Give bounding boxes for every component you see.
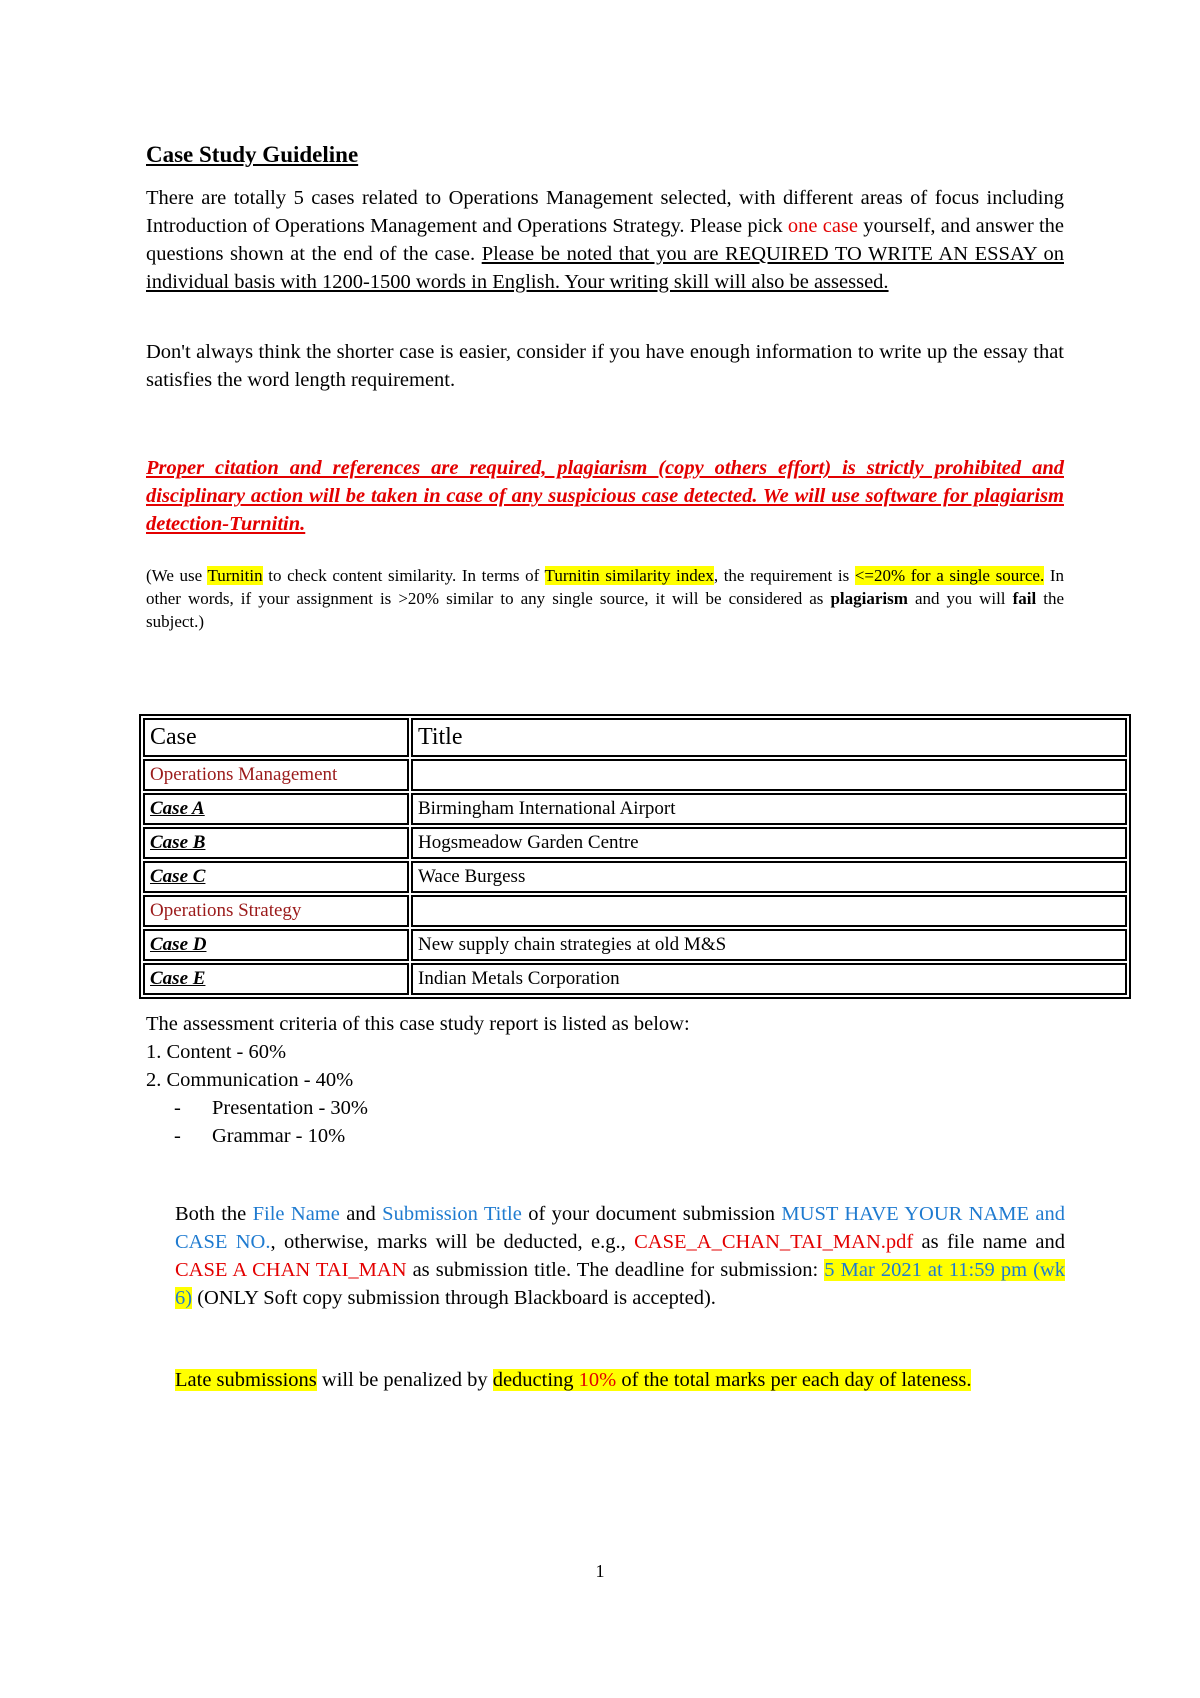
table-row [143,895,1127,927]
submission-text: Both the [175,1203,253,1225]
case-table [139,714,1131,999]
turnitin-note [146,564,1064,633]
case-link[interactable]: Case A [150,798,205,819]
intro-text: There are totally 5 cases related to Operations Management selected, with different areas of focus including Introduction of Operations Management and Operations Strategy. Please pick [146,187,1064,237]
dash-bullet: - [174,1097,181,1119]
late-policy [175,1366,1065,1394]
case-cell [143,929,409,961]
section-label: Operations Management [143,759,409,791]
late-submissions-highlight: Late submissions [175,1369,317,1391]
case-cell [143,963,409,995]
submission-instructions [175,1200,1065,1312]
table-row [143,963,1127,995]
case-title [411,759,1127,791]
intro-text-2: yourself, and answer the questions shown at the end of the case. [146,215,1064,265]
submission-title-term: Submission Title [382,1203,522,1225]
intro-paragraph [146,184,1064,296]
note-text: In other words, if your assignment is >20% similar to any single source, it will be considered as [146,566,1064,608]
criteria-item: 1. Content - 60% [146,1041,287,1063]
header-title: Title [411,718,1127,757]
table-row [143,793,1127,825]
threshold-highlight: <=20% for a single source. [854,566,1045,585]
case-link[interactable]: Case C [150,866,206,887]
case-title: Indian Metals Corporation [411,963,1127,995]
case-title: New supply chain strategies at old M&S [411,929,1127,961]
case-link[interactable]: Case D [150,934,207,955]
criteria-subitem-text: Presentation - 30% [212,1097,368,1119]
case-cell [143,793,409,825]
case-link[interactable]: Case B [150,832,206,853]
table-header-row [143,718,1127,757]
submission-text: , otherwise, marks will be deducted, e.g., [270,1231,635,1253]
note-text: to check content similarity. In terms of [262,566,545,585]
case-title: Birmingham International Airport [411,793,1127,825]
submission-text: and [339,1203,383,1225]
example-file-name: CASE_A_CHAN_TAI_MAN.pdf [634,1231,914,1253]
penalty-percent: 10% [578,1369,617,1391]
case-title [411,895,1127,927]
table-row [143,929,1127,961]
case-link[interactable]: Case E [150,968,206,989]
deducting-highlight: deducting [492,1369,579,1391]
case-title: Wace Burgess [411,861,1127,893]
example-submission-title: CASE A CHAN TAI_MAN [175,1259,407,1281]
table-row [143,827,1127,859]
criteria-subitem [146,1094,1046,1122]
header-case: Case [143,718,409,757]
fail-bold: fail [1012,589,1037,608]
turnitin-highlight: Turnitin [207,566,263,585]
criteria-subitem [146,1122,1046,1150]
penalty-text-highlight: of the total marks per each day of lateness. [616,1369,972,1391]
late-text: will be penalized by [316,1369,493,1391]
table-row [143,861,1127,893]
page-number: 1 [595,1561,605,1581]
file-name-term: File Name [252,1203,340,1225]
note-text: (We use [146,566,208,585]
essay-requirement: Please be noted that you are REQUIRED TO WRITE AN ESSAY on individual basis with 1200-1500 words in English. Your writing skill will also be assessed. [146,243,1064,293]
plagiarism-warning: Proper citation and references are required, plagiarism (copy others effort) is strictly prohibited and disciplinary action will be taken in case of any suspicious case detected. We will use software for plagiarism detection-Turnitin. [146,457,1064,535]
one-case-highlight: one case [787,215,859,237]
submission-text: of your document submission [521,1203,782,1225]
must-have-note: MUST HAVE YOUR NAME and CASE NO. [175,1203,1066,1253]
deadline-highlight: 5 Mar 2021 at 11:59 pm (wk 6) [175,1259,1065,1309]
plagiarism-bold: plagiarism [830,589,908,608]
dash-bullet: - [174,1125,181,1147]
length-paragraph: Don't always think the shorter case is easier, consider if you have enough information to write up the essay that satisfies the word length requirement. [146,341,1064,391]
note-text: , the requirement is [713,566,855,585]
criteria-intro: The assessment criteria of this case study report is listed as below: [146,1013,690,1035]
similarity-index-highlight: Turnitin similarity index [544,566,714,585]
submission-text: as submission title. The deadline for submission: [406,1259,825,1281]
submission-text: as file name and [913,1231,1066,1253]
submission-text: (ONLY Soft copy submission through Blackboard is accepted). [192,1287,716,1309]
case-cell [143,827,409,859]
case-cell [143,861,409,893]
note-text: the subject.) [146,589,1064,631]
section-label: Operations Strategy [143,895,409,927]
criteria-subitem-text: Grammar - 10% [212,1125,346,1147]
assessment-criteria [146,1010,1046,1150]
case-title: Hogsmeadow Garden Centre [411,827,1127,859]
criteria-item: 2. Communication - 40% [146,1069,354,1091]
table-row [143,759,1127,791]
page-title: Case Study Guideline [146,142,359,167]
note-text: and you will [907,589,1013,608]
